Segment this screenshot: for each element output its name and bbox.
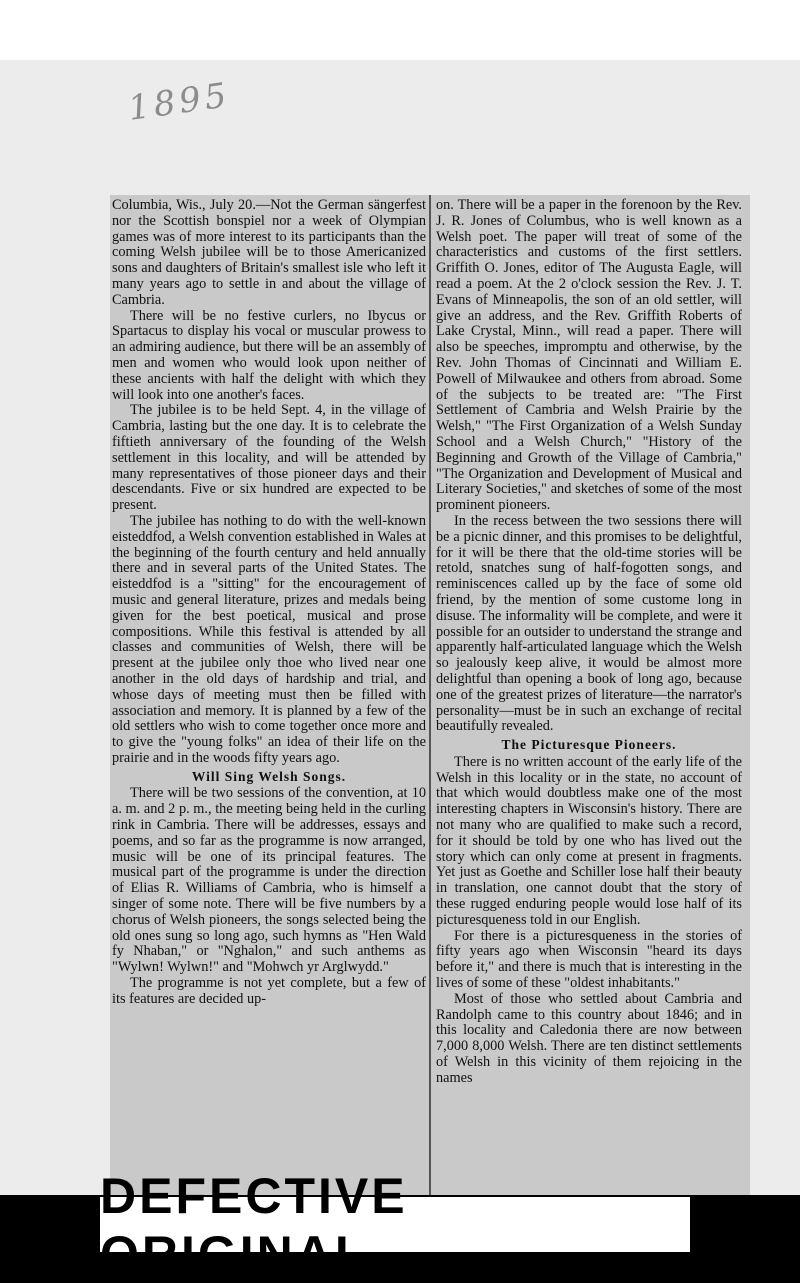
left-column xyxy=(112,198,426,1188)
right-paragraph-2: In the recess between the two sessions there will be a picnic dinner, and this promises to be delightful, for it will be there that the old-time stories will be retold, snatches sung of half-fogotten songs, and reminiscences called up by the face of some old friend, by the mention of some custome long in disuse. The informality will be complete, and were it possible for an outsider to understand the strange and apparently half-articulated language which the Welsh so jealously keep alive, it would be almost more delightful than opening a book of long ago, because one of the greatest prizes of literature—the narrator's personality—must be in such an exchange of recital beautifully revealed. xyxy=(436,512,742,735)
right-subheading: The Picturesque Pioneers. xyxy=(501,737,677,753)
sheet-top-margin xyxy=(0,0,800,60)
left-paragraph-2: There will be no festive curlers, no Ibycus or Spartacus to display his vocal or muscular prowess to an admiring audience, but there will be an assembly of men and women who would look upon neither of these ancients with half the delight with which they will look into one another's faces. xyxy=(112,307,426,403)
left-paragraph-5: There will be two sessions of the convention, at 10 a. m. and 2 p. m., the meeting being held in the curling rink in Cambria. There will be addresses, essays and poems, and so far as the programme is now arranged, music will be one of its principal features. The musical part of the programme is under the direction of Elias R. Williams of Cambria, who is himself a singer of some note. There will be five numbers by a chorus of Welsh pioneers, the songs selected being the old ones sung so long ago, such hymns as "Hen Wald fy Nhaban," or "Nghalon," and such anthems as "Wylwn! Wylwn!" and "Mohwch yr Arglwydd." xyxy=(112,785,426,976)
left-paragraph-6: The programme is not yet complete, but a few of its features are decided up- xyxy=(112,975,426,1007)
column-divider xyxy=(429,195,431,1195)
left-subheading: Will Sing Welsh Songs. xyxy=(191,768,347,784)
right-paragraph-4: For there is a picturesqueness in the stories of fifty years ago when Wisconsin "heard its days before it," and there is much that is interesting in the lives of some of these "oldest inhabitants." xyxy=(436,927,742,992)
defective-original-stamp: DEFECTIVE ORIGINAL xyxy=(100,1167,408,1282)
right-column xyxy=(436,198,742,1188)
defective-original-banner xyxy=(100,1167,690,1282)
right-paragraph-5: Most of those who settled about Cambria and Randolph came to this country about 1846; and in this locality and Caledonia there are now between 7,000 8,000 Welsh. There are ten distinct settlements of Welsh in this vicinity of them rejoicing in the names xyxy=(436,990,742,1086)
right-paragraph-1: on. There will be a paper in the forenoon by the Rev. J. R. Jones of Columbus, who is well known as a Welsh poet. The paper will treat of some of the characteristics and customs of the first settlers. Griffith O. Jones, editor of The Augusta Eagle, will read a poem. At the 2 o'clock session the Rev. J. T. Evans of Minneapolis, the son of an old settler, will give an address, and the Rev. Griffith Roberts of Lake Crystal, Minn., will read a paper. There will also be speeches, impromptu and otherwise, by the Rev. John Thomas of Cincinnati and William E. Powell of Milwaukee and others from abroad. Some of the subjects to be treated are: "The First Settlement of Cambria and Welsh Prairie by the Welsh," "The First Organization of a Welsh Sunday School and a Welsh Church," "History of the Beginning and Growth of the Village of Cambria," "The Organization and Development of Musical and Literary Societies," and sketches of some of the most prominent pioneers. xyxy=(436,198,742,514)
handwritten-year: 1895 xyxy=(125,75,233,129)
left-paragraph-1: Columbia, Wis., July 20.—Not the German sängerfest nor the Scottish bonspiel nor a week of Olympian games was of more interest to its participants than the coming Welsh jubilee will be to those Americanized sons and daughters of Britain's smallest isle who left it many years ago to settle in and about the village of Cambria. xyxy=(112,198,426,308)
left-paragraph-4: The jubilee has nothing to do with the well-known eisteddfod, a Welsh convention established in Wales at the beginning of the fourth century and held annually there and in several parts of the United States. The eisteddfod is a "sitting" for the encouragement of music and general literature, prizes and medals being given for the best poetical, musical and prose compositions. While this festival is attended by all classes and communities of Welsh, there will be present at the jubilee only thoe who lived near one another in the old days of hardship and trial, and whose days of meeting must then be filled with association and memory. It is planned by a few of the old settlers who wish to come together once more and to give the "young folks" an idea of their life on the prairie and in the woods fifty years ago. xyxy=(112,512,426,766)
right-paragraph-3: There is no written account of the early life of the Welsh in this locality or in the state, no account of that which would doubtless make one of the most interesting chapters in Wisconsin's history. There are not many who are qualified to make such a record, for it should be told by one who has lived out the story which can only come at present in fragments. Yet just as Goethe and Schiller lose half their beauty in translation, one cannot doubt that the story of these rugged enduring people would lose half of its picturesqueness told in our English. xyxy=(436,753,742,928)
left-paragraph-3: The jubilee is to be held Sept. 4, in the village of Cambria, lasting but the one day. It is to celebrate the fiftieth anniversary of the founding of the Welsh settlement in this locality, and will be attended by many representatives of those pioneer days and their descendants. Five or six hundred are expected to be present. xyxy=(112,402,426,514)
